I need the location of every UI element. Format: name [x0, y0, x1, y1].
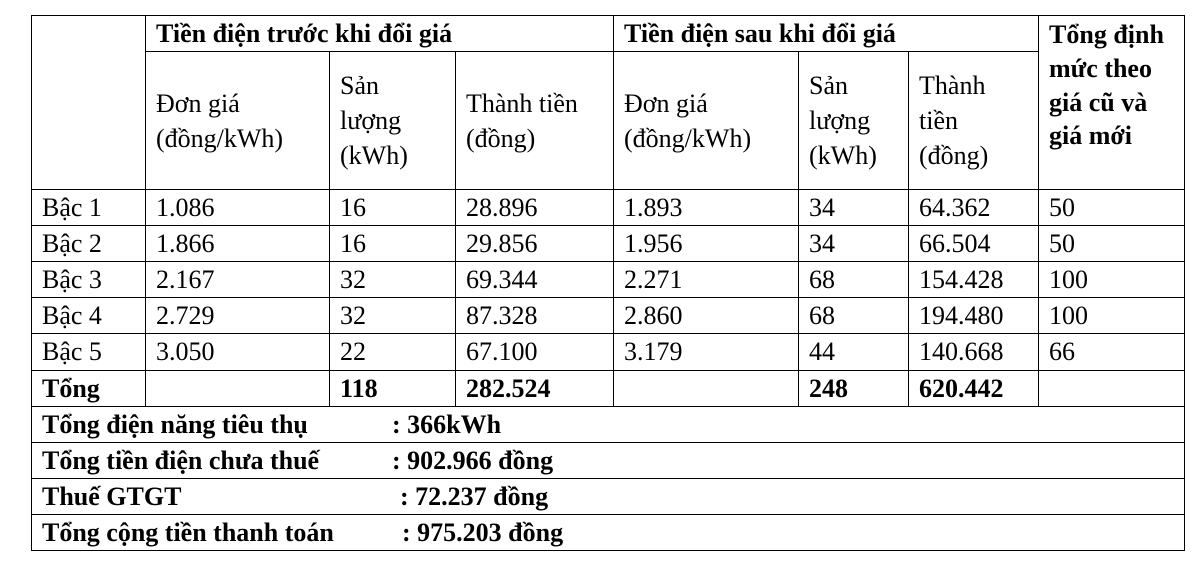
consumption-value: : 366kWh [392, 409, 502, 439]
kwh-new-cell: 34 [799, 190, 909, 226]
summary-pretax-cell [32, 442, 1185, 478]
summary-row-vat [32, 478, 1185, 514]
unit-price-old-header: Đơn giá (đồng/kWh) [146, 52, 330, 190]
unit-price-new-header: Đơn giá (đồng/kWh) [614, 52, 799, 190]
pretax-value: : 902.966 đồng [392, 445, 554, 475]
summary-grand-cell [32, 514, 1185, 550]
quota-cell: 50 [1039, 190, 1185, 226]
total-row [32, 370, 1185, 406]
header-row-sub [32, 52, 1185, 190]
table-row [32, 190, 1185, 226]
price-old-cell: 1.086 [146, 190, 330, 226]
amount-new-cell: 64.362 [909, 190, 1039, 226]
table-row [32, 262, 1185, 298]
kwh-old-cell: 32 [330, 262, 456, 298]
summary-row-consumption [32, 406, 1185, 442]
amount-old-cell: 29.856 [456, 226, 614, 262]
amount-new-header: Thành tiền (đồng) [909, 52, 1039, 190]
grand-total-label: Tổng cộng tiền thanh toán [42, 517, 334, 547]
kwh-old-cell: 22 [330, 334, 456, 370]
after-group-header: Tiền điện sau khi đổi giá [614, 16, 1039, 52]
quota-cell: 50 [1039, 226, 1185, 262]
table-row [32, 298, 1185, 334]
vat-value: : 72.237 đồng [400, 481, 549, 511]
amount-new-cell: 66.504 [909, 226, 1039, 262]
tier-label: Bậc 2 [32, 226, 146, 262]
kwh-old-cell: 16 [330, 226, 456, 262]
kwh-new-cell: 68 [799, 298, 909, 334]
price-new-cell: 2.860 [614, 298, 799, 334]
grand-total-value: : 975.203 đồng [402, 517, 564, 547]
summary-row-pretax [32, 442, 1185, 478]
pretax-label: Tổng tiền điện chưa thuế [42, 445, 320, 475]
total-price-new-empty [614, 370, 799, 406]
price-new-cell: 1.893 [614, 190, 799, 226]
tier-label: Bậc 1 [32, 190, 146, 226]
total-quota-header: Tổng định mức theo giá cũ và giá mới [1039, 16, 1185, 190]
amount-old-cell: 67.100 [456, 334, 614, 370]
tier-label: Bậc 4 [32, 298, 146, 334]
consumption-label: Tổng điện năng tiêu thụ [42, 409, 308, 439]
kwh-new-cell: 34 [799, 226, 909, 262]
kwh-new-cell: 68 [799, 262, 909, 298]
price-new-cell: 3.179 [614, 334, 799, 370]
kwh-old-cell: 32 [330, 298, 456, 334]
quota-cell: 66 [1039, 334, 1185, 370]
price-new-cell: 2.271 [614, 262, 799, 298]
summary-consumption-cell [32, 406, 1185, 442]
volume-old-header: Sản lượng (kWh) [330, 52, 456, 190]
quota-cell: 100 [1039, 298, 1185, 334]
total-amount-old: 282.524 [456, 370, 614, 406]
amount-new-cell: 194.480 [909, 298, 1039, 334]
corner-cell [32, 16, 146, 190]
price-old-cell: 1.866 [146, 226, 330, 262]
header-row-top [32, 16, 1185, 52]
price-old-cell: 3.050 [146, 334, 330, 370]
total-kwh-new: 248 [799, 370, 909, 406]
table-row [32, 226, 1185, 262]
tier-label: Bậc 3 [32, 262, 146, 298]
amount-old-cell: 87.328 [456, 298, 614, 334]
summary-row-grand-total [32, 514, 1185, 550]
amount-old-cell: 69.344 [456, 262, 614, 298]
total-label: Tổng [32, 370, 146, 406]
kwh-new-cell: 44 [799, 334, 909, 370]
total-kwh-old: 118 [330, 370, 456, 406]
amount-new-cell: 140.668 [909, 334, 1039, 370]
price-old-cell: 2.167 [146, 262, 330, 298]
amount-new-cell: 154.428 [909, 262, 1039, 298]
quota-cell: 100 [1039, 262, 1185, 298]
before-group-header: Tiền điện trước khi đổi giá [146, 16, 614, 52]
price-old-cell: 2.729 [146, 298, 330, 334]
price-new-cell: 1.956 [614, 226, 799, 262]
amount-old-header: Thành tiền (đồng) [456, 52, 614, 190]
amount-old-cell: 28.896 [456, 190, 614, 226]
summary-vat-cell [32, 478, 1185, 514]
total-price-old-empty [146, 370, 330, 406]
total-amount-new: 620.442 [909, 370, 1039, 406]
electricity-bill-table [31, 15, 1185, 551]
tier-label: Bậc 5 [32, 334, 146, 370]
volume-new-header: Sản lượng (kWh) [799, 52, 909, 190]
vat-label: Thuế GTGT [42, 481, 182, 511]
kwh-old-cell: 16 [330, 190, 456, 226]
table-row [32, 334, 1185, 370]
total-quota-empty [1039, 370, 1185, 406]
